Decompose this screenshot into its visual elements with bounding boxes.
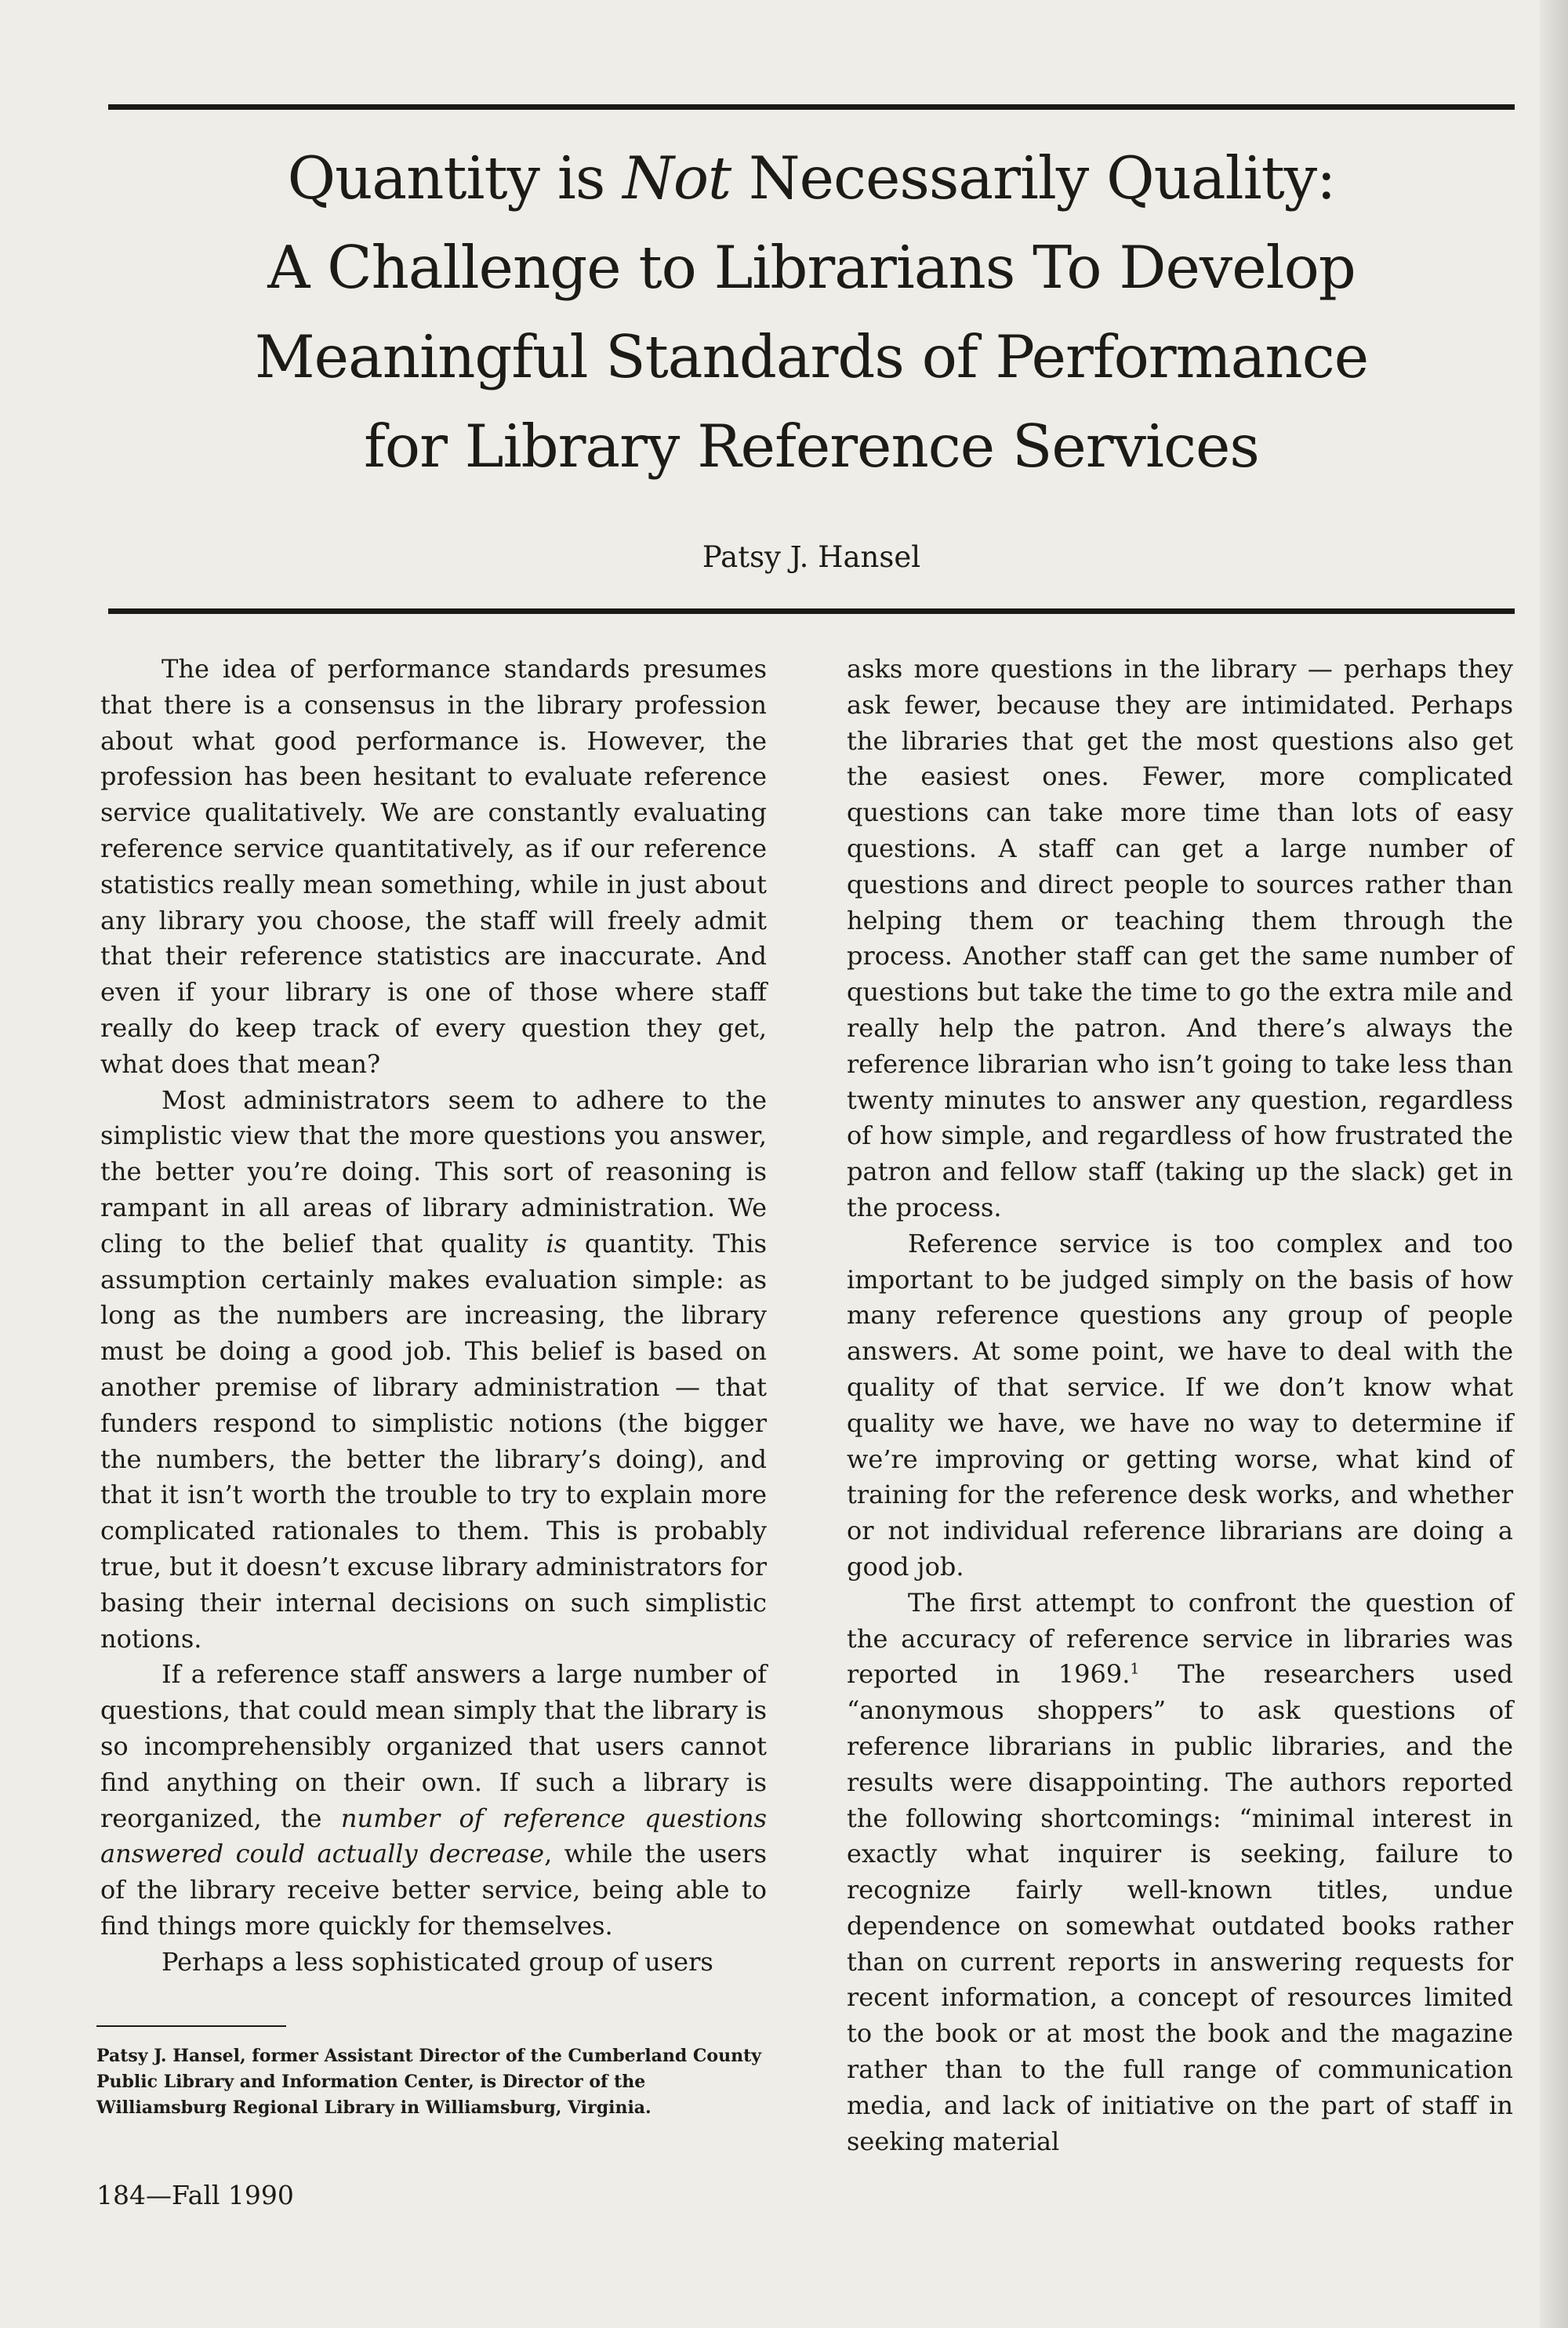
title-bottom-rule — [108, 608, 1515, 614]
left-p2-text-a: Most administrators seem to adhere to the simplistic view that the more questions you answer, the better you’re doing. This sort of reasoning is rampant in all areas of library administration. We cling to the belief that quality — [100, 1084, 767, 1258]
author-byline: Patsy J. Hansel — [702, 540, 921, 574]
title-line-2: A Challenge to Librarians To Develop — [267, 233, 1356, 302]
right-p3-text-b: The researchers used “anonymous shoppers” to ask questions of reference librarians in public libraries, and the results were disappointing. The authors reported the following shortcomings: “minimal interest in exactly what inquirer is seeking, failure to recognize fairly well-known titles, undue dependence on somewhat outdated books rather than on current reports in answering requests for recent information, a concept of resources limited to the book or at most the book and the magazine rather than to the full range of communication media, and lack of initiative on the part of staff in seeking material — [847, 1659, 1514, 2156]
left-paragraph-4: Perhaps a less sophisticated group of users — [162, 1946, 713, 1977]
left-p2-emphasis: is — [546, 1228, 568, 1258]
left-p3-text-a: If a reference staff answers a large number of questions, that could mean simply that the library is so incomprehensibly organized that users cannot find anything on their own. If such a library is reorganized, the — [100, 1659, 767, 1833]
title-line-4: for Library Reference Services — [364, 412, 1259, 481]
title-emphasis: Not — [622, 143, 731, 212]
footnote-rule — [96, 2025, 286, 2027]
title-line-1-end: Necessarily Quality: — [731, 143, 1336, 212]
title-line-1 — [108, 133, 1515, 223]
right-paragraph-1: asks more questions in the library — perhaps they ask fewer, because they are intimidated. Perhaps the libraries that get the most questions also get the easiest ones. Fewer, more complicated questions can take more time than lots of easy questions. A staff can get a large number of questions and direct people to sources rather than helping them or teaching them through the process. Another staff can get the same number of questions but take the time to go the extra mile and really help the patron. And there’s always the reference librarian who isn’t going to take less than twenty minutes to answer any question, regardless of how simple, and regardless of how frustrated the patron and fellow staff (taking up the slack) get in the process. — [847, 654, 1513, 1222]
left-paragraph-3 — [100, 1657, 767, 1944]
title-top-rule — [108, 104, 1515, 110]
page-edge-shadow — [1540, 0, 1568, 2328]
left-column — [100, 652, 767, 1980]
footnote-reference: 1 — [1130, 1660, 1140, 1678]
left-paragraph-1: The idea of performance standards presumes that there is a consensus in the library profession about what good performance is. However, the profession has been hesitant to evaluate reference service qualitatively. We are constantly evaluating reference service quantitatively, as if our reference statistics really mean something, while in just about any library you choose, the staff will freely admit that their reference statistics are inaccurate. And even if your library is one of those where staff really do keep track of every question they get, what does that mean? — [100, 654, 767, 1079]
title-line-3: Meaningful Standards of Performance — [254, 322, 1369, 391]
right-p3-text-a: The first attempt to confront the question of the accuracy of reference service in libraries was reported in 1969. — [847, 1587, 1513, 1690]
right-paragraph-3 — [847, 1585, 1513, 2160]
right-column — [847, 652, 1513, 2159]
article-title — [108, 133, 1515, 491]
left-p2-text-b: quantity. This assumption certainly makes evaluation simple: as long as the numbers are increasing, the library must be doing a good job. This belief is based on another premise of library administration — that funders respond to simplistic notions (the bigger the numbers, the better the library’s doing), and that it isn’t worth the trouble to try to explain more complicated rationales to them. This is probably true, but it doesn’t excuse library administrators for basing their internal decisions on such simplistic notions. — [100, 1228, 768, 1654]
left-p3-emphasis: number of reference questions answered could actually decrease — [100, 1803, 768, 1869]
page-folio: 184—Fall 1990 — [96, 2180, 294, 2210]
left-paragraph-2 — [100, 1083, 767, 1658]
title-line-1-start: Quantity is — [287, 143, 623, 212]
author-footnote: Patsy J. Hansel, former Assistant Director of the Cumberland County Public Library and Information Center, is Director of the Williamsburg Regional Library in Williamsburg, Virginia. — [96, 2046, 762, 2118]
right-paragraph-2: Reference service is too complex and too important to be judged simply on the basis of how many reference questions any group of people answers. At some point, we have to deal with the quality of that service. If we don’t know what quality we have, we have no way to determine if we’re improving or getting worse, what kind of training for the reference desk works, and whether or not individual reference librarians are doing a good job. — [847, 1228, 1513, 1582]
left-p3-text-b: , while the users of the library receive better service, being able to find things more quickly for themselves. — [100, 1839, 768, 1941]
